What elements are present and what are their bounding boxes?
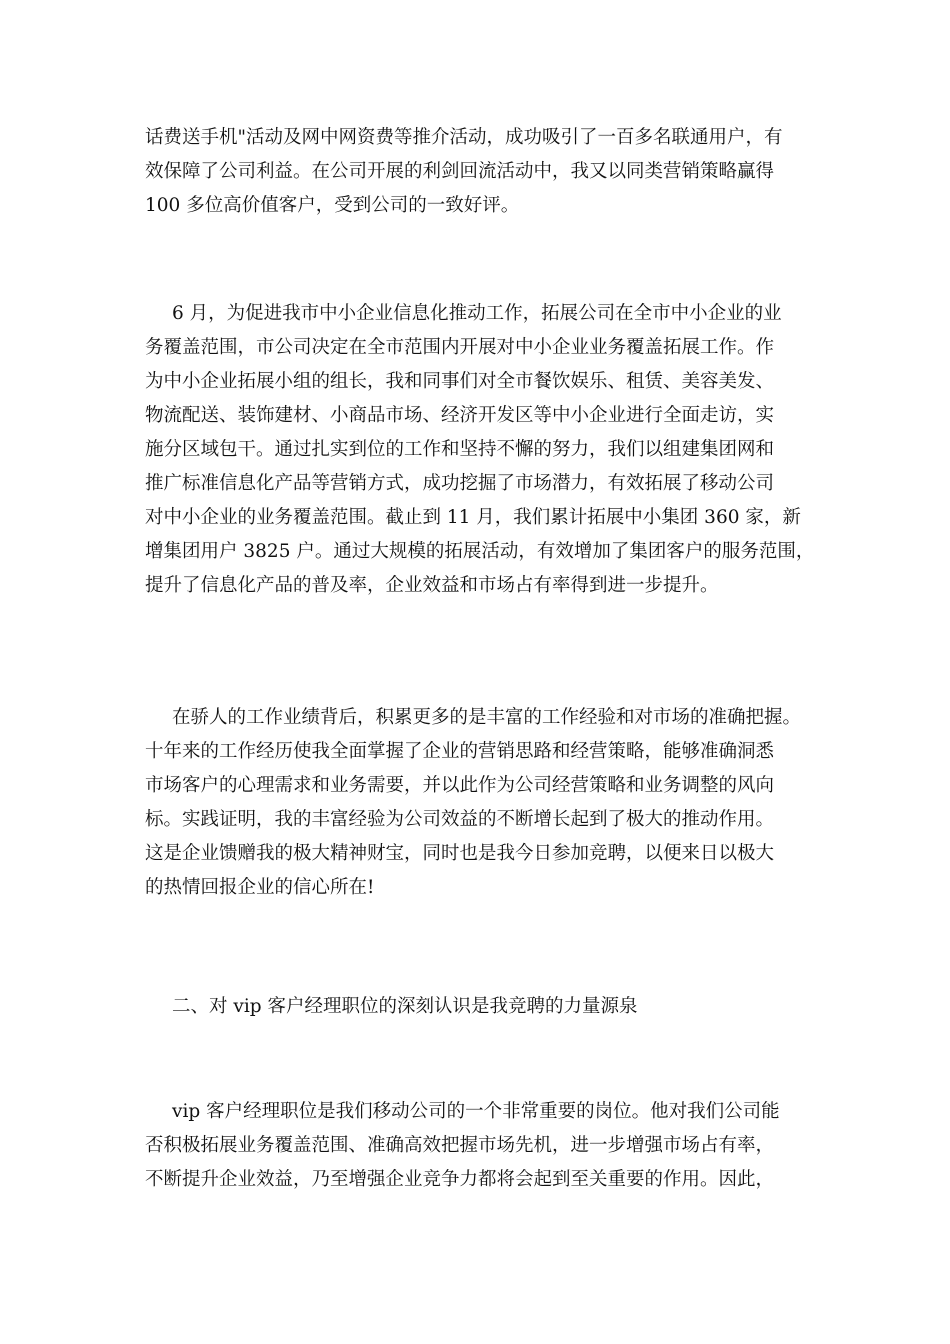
paragraph-2-line-5: 施分区域包干。通过扎实到位的工作和坚持不懈的努力，我们以组建集团网和 (145, 439, 775, 460)
paragraph-2-line-2: 务覆盖范围，市公司决定在全市范围内开展对中小企业业务覆盖拓展工作。作 (145, 337, 775, 358)
paragraph-3-line-5: 这是企业馈赠我的极大精神财宝，同时也是我今日参加竞聘，以便来日以极大 (145, 843, 775, 864)
paragraph-3-line-6: 的热情回报企业的信心所在! (145, 877, 375, 898)
paragraph-2-line-6: 推广标准信息化产品等营销方式，成功挖掘了市场潜力，有效拓展了移动公司 (145, 473, 775, 494)
paragraph-2-line-4: 物流配送、装饰建材、小商品市场、经济开发区等中小企业进行全面走访，实 (145, 405, 775, 426)
paragraph-2-line-3: 为中小企业拓展小组的组长，我和同事们对全市餐饮娱乐、租赁、美容美发、 (145, 371, 775, 392)
paragraph-3-line-1: 在骄人的工作业绩背后，积累更多的是丰富的工作经验和对市场的准确把握。 (172, 707, 802, 728)
paragraph-4-line-2: 否积极拓展业务覆盖范围、准确高效把握市场先机，进一步增强市场占有率， (145, 1135, 775, 1156)
paragraph-4-line-1: vip 客户经理职位是我们移动公司的一个非常重要的岗位。他对我们公司能 (172, 1101, 780, 1122)
paragraph-1-line-2: 效保障了公司利益。在公司开展的利剑回流活动中，我又以同类营销策略赢得 (145, 161, 775, 182)
paragraph-4-line-3: 不断提升企业效益，乃至增强企业竞争力都将会起到至关重要的作用。因此， (145, 1169, 775, 1190)
section-heading: 二、对 vip 客户经理职位的深刻认识是我竞聘的力量源泉 (172, 996, 638, 1017)
paragraph-3-line-3: 市场客户的心理需求和业务需要，并以此作为公司经营策略和业务调整的风向 (145, 775, 775, 796)
paragraph-3-line-4: 标。实践证明，我的丰富经验为公司效益的不断增长起到了极大的推动作用。 (145, 809, 775, 830)
paragraph-2-line-8: 增集团用户 3825 户。通过大规模的拓展活动，有效增加了集团客户的服务范围， (145, 541, 815, 562)
paragraph-2-line-9: 提升了信息化产品的普及率，企业效益和市场占有率得到进一步提升。 (145, 575, 719, 596)
paragraph-1-line-1: 话费送手机"活动及网中网资费等推介活动，成功吸引了一百多名联通用户，有 (145, 127, 783, 148)
paragraph-2-line-1: 6 月，为促进我市中小企业信息化推动工作，拓展公司在全市中小企业的业 (172, 303, 782, 324)
paragraph-3-line-2: 十年来的工作经历使我全面掌握了企业的营销思路和经营策略，能够准确洞悉 (145, 741, 775, 762)
paragraph-1-line-3: 100 多位高价值客户，受到公司的一致好评。 (145, 195, 520, 216)
paragraph-2-line-7: 对中小企业的业务覆盖范围。截止到 11 月，我们累计拓展中小集团 360 家，新 (145, 507, 801, 528)
